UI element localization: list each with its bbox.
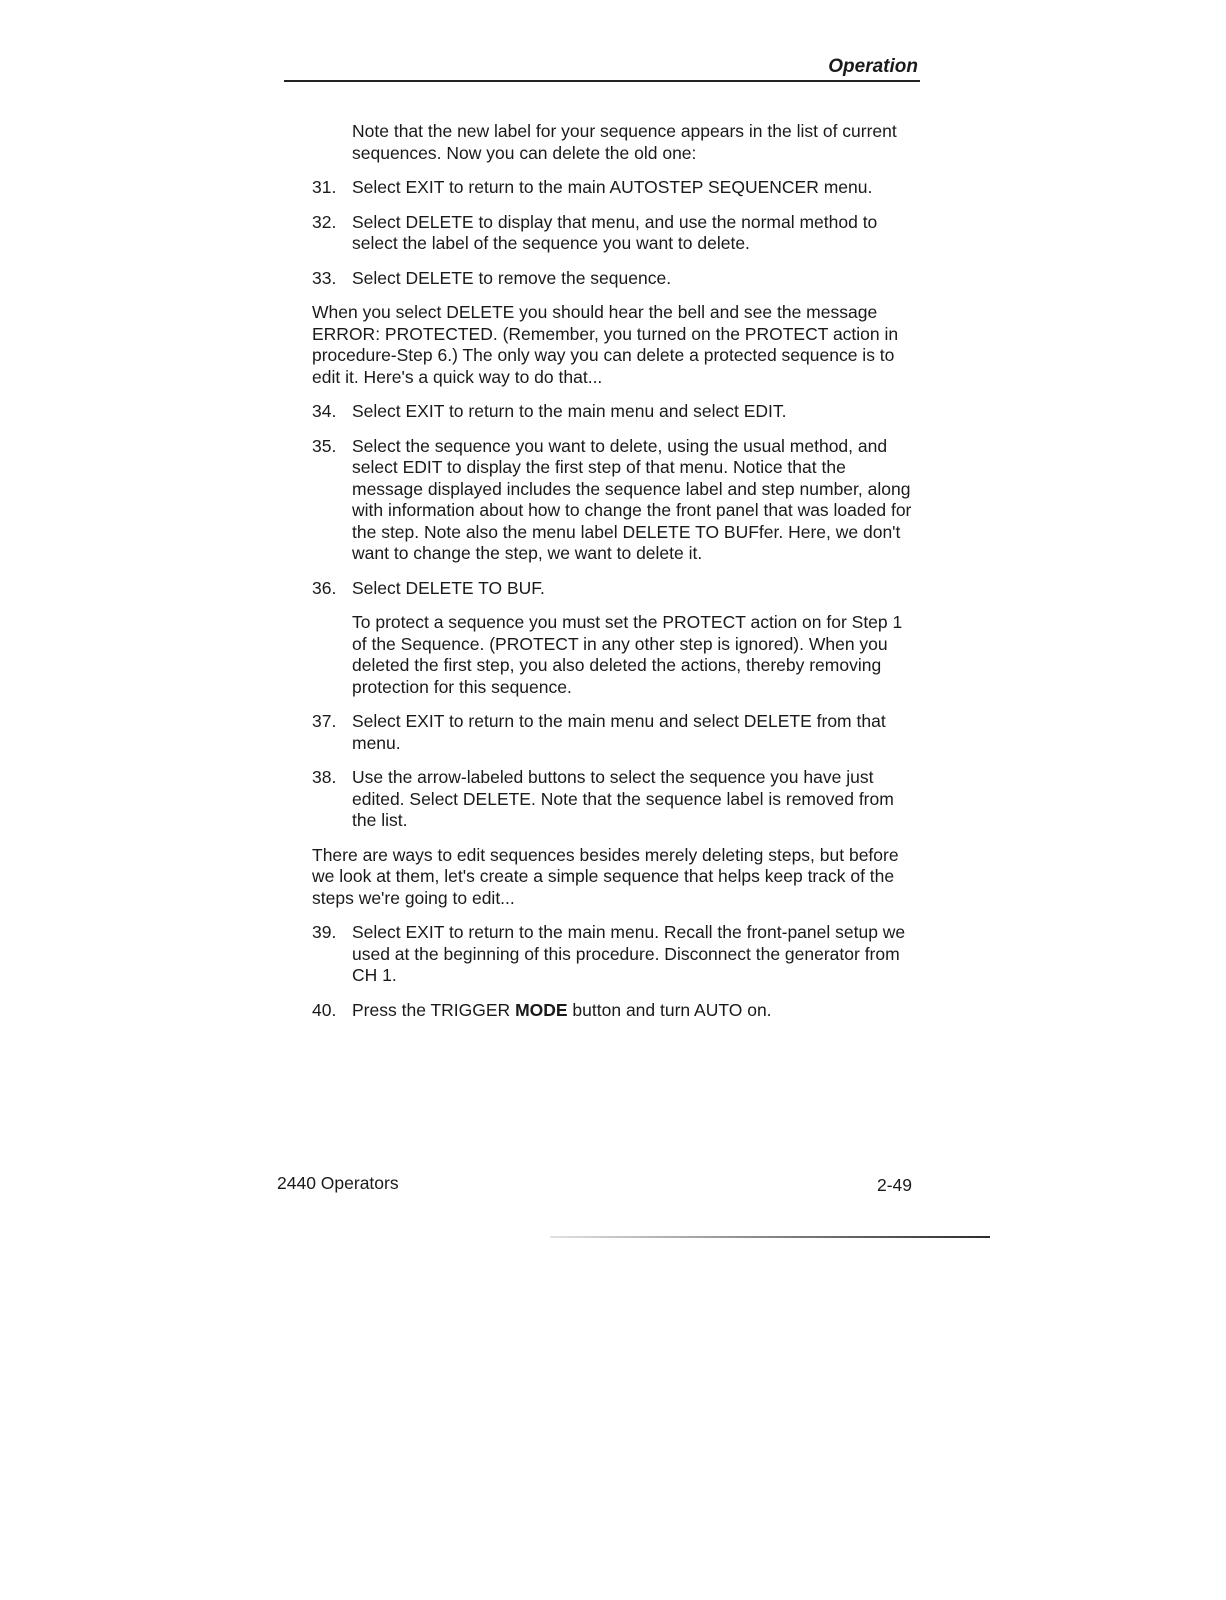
edit-sequences-paragraph: There are ways to edit sequences besides merely deleting steps, but before we look at them, let's create a simple sequence that helps keep track of the steps we're going to edit... bbox=[312, 844, 899, 908]
step-text: Select EXIT to return to the main menu and select EDIT. bbox=[352, 401, 787, 421]
step-37 bbox=[312, 711, 920, 754]
step-number: 35. bbox=[312, 435, 337, 456]
step-36 bbox=[312, 578, 920, 600]
step-31 bbox=[312, 177, 920, 199]
step-text-after: button and turn AUTO on. bbox=[567, 999, 772, 1020]
step-34 bbox=[312, 401, 920, 423]
mode-keyword: MODE bbox=[515, 999, 568, 1020]
step-38 bbox=[312, 767, 920, 832]
step-number: 31. bbox=[312, 177, 337, 197]
step-text-before: Press the TRIGGER bbox=[352, 999, 516, 1020]
step-number: 40. bbox=[312, 999, 337, 1020]
step-number: 38. bbox=[312, 767, 337, 787]
step-number: 34. bbox=[312, 401, 337, 421]
step-text: Select the sequence you want to delete, using the usual method, and select EDIT to display the first step of that menu. Notice that the message displayed includes the sequence label and step number, along with information about how to change the front panel that was loaded for the step. Note also the menu label DELETE TO BUFfer. Here, we don't want to change the step, we want to delete it. bbox=[352, 435, 912, 563]
protect-note-paragraph: To protect a sequence you must set the PROTECT action on for Step 1 of the Sequence. (PROTECT in any other step is ignored). When you deleted the first step, you also deleted the actions, thereby removing protection for this sequence. bbox=[352, 612, 903, 697]
intro-paragraph: Note that the new label for your sequence appears in the list of current sequences. Now you can delete the old one: bbox=[352, 121, 897, 163]
step-text: Select EXIT to return to the main menu. Recall the front-panel setup we used at the beginning of this procedure. Disconnect the generator from CH 1. bbox=[352, 922, 906, 985]
step-number: 36. bbox=[312, 577, 337, 598]
step-number: 37. bbox=[312, 711, 337, 731]
step-40 bbox=[312, 1000, 920, 1022]
delete-protected-paragraph: When you select DELETE you should hear the bell and see the message ERROR: PROTECTED. (Remember, you turned on the PROTECT action in procedure-Step 6.) The only way you can delete a protected sequence is to edit it. Here's a quick way to do that... bbox=[312, 302, 899, 387]
step-33 bbox=[312, 268, 920, 290]
step-number: 32. bbox=[312, 211, 337, 232]
step-text bbox=[352, 1000, 920, 1022]
step-text: Select DELETE TO BUF. bbox=[352, 577, 545, 598]
step-text: Select DELETE to remove the sequence. bbox=[352, 267, 672, 288]
footer-rule bbox=[550, 1236, 990, 1238]
footer-manual-title: 2440 Operators bbox=[277, 1173, 399, 1193]
footer-page-number: 2-49 bbox=[876, 1175, 912, 1195]
step-35 bbox=[312, 436, 920, 565]
step-text: Use the arrow-labeled buttons to select the sequence you have just edited. Select DELETE. Note that the sequence label is removed from the list. bbox=[352, 767, 894, 830]
page-body bbox=[312, 121, 920, 1034]
step-text: Select EXIT to return to the main menu and select DELETE from that menu. bbox=[352, 711, 886, 753]
step-number: 39. bbox=[312, 922, 337, 942]
step-text: Select DELETE to display that menu, and use the normal method to select the label of the sequence you want to delete. bbox=[352, 211, 878, 253]
step-39 bbox=[312, 922, 920, 987]
step-number: 33. bbox=[312, 267, 337, 288]
header-rule bbox=[284, 80, 920, 82]
step-text: Select EXIT to return to the main AUTOSTEP SEQUENCER menu. bbox=[352, 177, 873, 197]
page-header-title: Operation bbox=[828, 56, 918, 77]
step-32 bbox=[312, 212, 920, 255]
